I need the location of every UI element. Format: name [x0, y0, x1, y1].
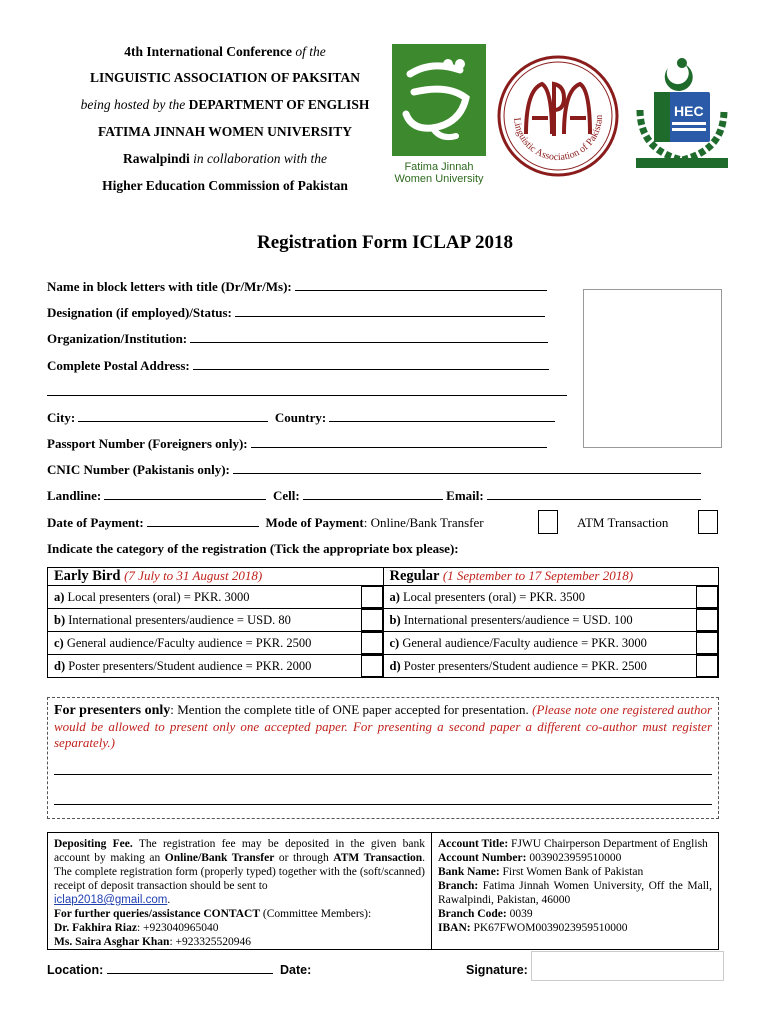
contact-email-link[interactable]: iclap2018@gmail.com: [54, 894, 168, 906]
conference-line-5: Rawalpindi in collaboration with the: [122, 151, 328, 166]
cell-blank[interactable]: [303, 489, 443, 500]
paper-title-line-1[interactable]: [54, 774, 712, 775]
designation-blank[interactable]: [235, 306, 545, 317]
conference-line-4: FATIMA JINNAH WOMEN UNIVERSITY: [98, 124, 352, 139]
bank-details: Account Title: FJWU Chairperson Department of English Account Number: 0039023959510000 Bank Name: First Women Bank of Pakistan Branch: Fatima Jinnah Women University, Off the Mall, Rawalpindi, Pakistan, 46000 Branch Code: 0039 IBAN: PK67FWOM0039023959510000: [438, 838, 712, 934]
early-bird-header: Early Bird (7 July to 31 August 2018): [48, 568, 384, 586]
regular-item: b) International presenters/audience = USD. 100: [383, 609, 696, 632]
category-row: [48, 632, 719, 655]
early-checkbox[interactable]: [361, 586, 383, 608]
paper-title-line-2[interactable]: [54, 804, 712, 805]
form-title: Registration Form ICLAP 2018: [257, 232, 513, 253]
early-checkbox[interactable]: [361, 632, 383, 654]
location-field[interactable]: Location:: [47, 963, 273, 977]
name-blank[interactable]: [295, 280, 547, 291]
address-field[interactable]: Complete Postal Address:: [47, 358, 549, 374]
early-checkbox[interactable]: [361, 609, 383, 631]
lap-logo: [496, 54, 620, 178]
hec-emblem-icon: [628, 50, 736, 176]
category-row: [48, 655, 719, 678]
cnic-blank[interactable]: [233, 463, 701, 474]
category-row: [48, 586, 719, 609]
early-checkbox[interactable]: [361, 655, 383, 677]
online-transfer-checkbox[interactable]: [538, 510, 558, 534]
regular-item: c) General audience/Faculty audience = PKR. 3000: [383, 632, 696, 655]
conference-line-3: being hosted by the DEPARTMENT OF ENGLISH: [80, 97, 370, 112]
presenters-lead: For presenters only: [54, 703, 171, 718]
category-prompt: Indicate the category of the registration (Tick the appropriate box please):: [47, 541, 459, 556]
date-field[interactable]: Date:: [280, 963, 312, 977]
conference-line-2: LINGUISTIC ASSOCIATION OF PAKSITAN: [90, 70, 360, 85]
early-item: a) Local presenters (oral) = PKR. 3000: [48, 586, 361, 609]
presenters-section: [47, 697, 719, 819]
atm-checkbox[interactable]: [698, 510, 718, 534]
fjwu-logo-name-2: Women University: [394, 173, 484, 185]
address-blank[interactable]: [193, 359, 549, 370]
payment-info-box: [47, 832, 719, 950]
hec-letters: HEC: [674, 103, 704, 119]
city-blank[interactable]: [78, 411, 268, 422]
regular-header: Regular (1 September to 17 September 2018): [383, 568, 719, 586]
payment-field[interactable]: Date of Payment: Mode of Payment: Online/Bank Transfer: [47, 515, 484, 530]
address-line-2[interactable]: [47, 384, 567, 400]
regular-item: d) Poster presenters/Student audience = PKR. 2500: [383, 655, 696, 678]
category-row: [48, 609, 719, 632]
country-blank[interactable]: [329, 411, 555, 422]
cnic-field[interactable]: CNIC Number (Pakistanis only):: [47, 462, 701, 478]
early-item: c) General audience/Faculty audience = PKR. 2500: [48, 632, 361, 655]
location-blank[interactable]: [107, 963, 273, 974]
fjwu-logo: [392, 44, 486, 185]
category-table: [47, 567, 719, 678]
photo-box[interactable]: [583, 289, 722, 448]
regular-checkbox[interactable]: [696, 586, 718, 608]
early-item: b) International presenters/audience = USD. 80: [48, 609, 361, 632]
address-blank-2[interactable]: [47, 385, 567, 396]
fjwu-logo-name-1: Fatima Jinnah: [404, 161, 474, 173]
contact-person-2: Ms. Saira Asghar Khan: [54, 936, 170, 948]
designation-field[interactable]: Designation (if employed)/Status:: [47, 305, 545, 321]
regular-checkbox[interactable]: [696, 632, 718, 654]
deposit-instructions: Depositing Fee. The registration fee may be deposited in the given bank account by making an Online/Bank Transfer or through ATM Transaction. The complete registration form (properly typed) together with the (soft/scanned) receipt of deposit transaction should be sent to iclap2018@gmail.com. For further queries/assistance CONTACT (Committee Members): Dr. Fakhira Riaz: +923040965040 Ms. Saira Asghar Khan: +923325520946: [48, 833, 432, 949]
organization-blank[interactable]: [190, 332, 548, 343]
landline-blank[interactable]: [104, 489, 266, 500]
signature-label: Signature:: [466, 963, 528, 977]
presenters-note: (Please note one registered author would be allowed to present only one accepted paper. For presenting a second paper a different co-author must register separately.): [54, 702, 712, 750]
conference-line-6: Higher Education Commission of Pakistan: [102, 178, 348, 193]
contact-person-1: Dr. Fakhira Riaz: [54, 922, 137, 934]
city-country-field[interactable]: City: Country:: [47, 410, 555, 426]
regular-checkbox[interactable]: [696, 609, 718, 631]
hec-logo: [628, 50, 736, 176]
name-field[interactable]: Name in block letters with title (Dr/Mr/Ms):: [47, 279, 547, 295]
contact-numbers-field[interactable]: Landline: Cell: Email:: [47, 488, 701, 504]
lap-ring-text: Linguistic Association of Pakistan: [510, 114, 606, 164]
fjwu-emblem-icon: [392, 44, 486, 156]
passport-field[interactable]: Passport Number (Foreigners only):: [47, 436, 547, 452]
presenters-text: : Mention the complete title of ONE paper accepted for presentation.: [170, 702, 529, 717]
payment-date-blank[interactable]: [147, 516, 259, 527]
organization-field[interactable]: Organization/Institution:: [47, 331, 548, 347]
atm-label: ATM Transaction: [577, 515, 669, 530]
passport-blank[interactable]: [251, 437, 547, 448]
early-item: d) Poster presenters/Student audience = PKR. 2000: [48, 655, 361, 678]
regular-checkbox[interactable]: [696, 655, 718, 677]
regular-item: a) Local presenters (oral) = PKR. 3500: [383, 586, 696, 609]
conference-line-1: 4th International Conference of the: [124, 44, 326, 59]
signature-box[interactable]: [531, 951, 724, 981]
lap-seal-icon: [496, 54, 620, 178]
email-blank[interactable]: [487, 489, 701, 500]
